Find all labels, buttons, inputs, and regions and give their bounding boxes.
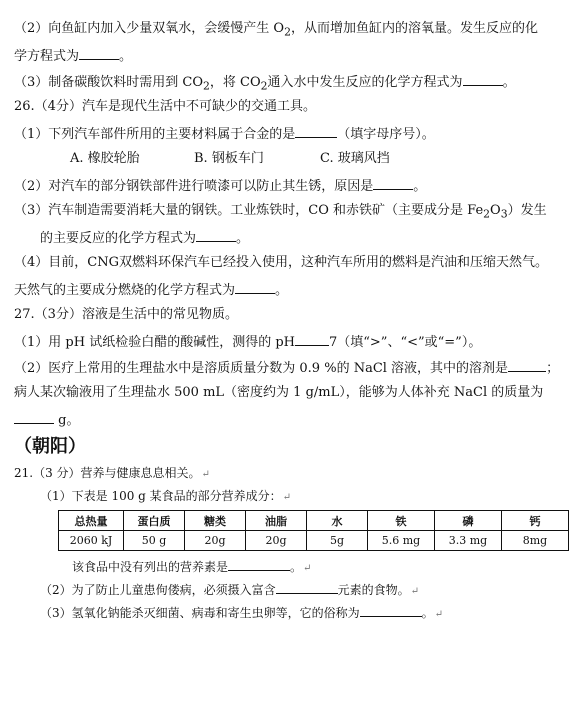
text: 学方程式为 — [14, 49, 80, 64]
text: （3）氢氧化钠能杀灭细菌、病毒和寄生虫卵等，它的俗称为 — [40, 606, 360, 620]
table-header-cell: 铁 — [368, 511, 435, 531]
text: （1）用 pH 试纸检验白醋的酸碱性，测得的 pH — [14, 335, 295, 350]
text: （1）下表是 100 g 某食品的部分营养成分： — [40, 489, 282, 503]
q26-1-option-a: A. 橡胶轮胎 — [70, 151, 140, 166]
table-header-cell: 总热量 — [59, 511, 124, 531]
text: 。 — [119, 49, 133, 64]
table-cell: 2060 kJ — [59, 531, 124, 551]
subscript: 2 — [284, 25, 291, 39]
answer-blank[interactable] — [295, 124, 337, 138]
section-heading: （朝阳） — [14, 436, 86, 457]
text: 7（填“>”、“<”或“=”）。 — [329, 335, 482, 350]
answer-blank[interactable] — [276, 580, 338, 594]
text: 。 — [421, 606, 434, 620]
q26-2-line — [14, 176, 426, 196]
text: 该食品中没有列出的营养素是 — [72, 560, 229, 574]
q26-1-option-c: C. 玻璃风挡 — [320, 151, 390, 166]
return-mark-icon: ↵ — [434, 609, 444, 620]
q21-1-missing-line — [72, 557, 311, 578]
table-header-cell: 糖类 — [185, 511, 246, 531]
table-cell: 20g — [246, 531, 307, 551]
return-mark-icon: ↵ — [303, 563, 312, 574]
answer-blank[interactable] — [295, 332, 329, 346]
text: （3）制备碳酸饮料时需用到 CO — [14, 75, 204, 90]
answer-blank[interactable] — [196, 228, 236, 242]
text: 。 — [502, 75, 516, 90]
table-cell: 50 g — [124, 531, 185, 551]
table-cell: 3.3 mg — [435, 531, 502, 551]
text: ，将 CO — [209, 75, 261, 90]
text: ； — [546, 361, 560, 376]
text: 天然气的主要成分燃烧的化学方程式为 — [14, 283, 236, 298]
text: 的主要反应的化学方程式为 — [40, 231, 197, 246]
table-row — [59, 531, 569, 551]
answer-blank[interactable] — [360, 603, 422, 617]
answer-blank[interactable] — [508, 358, 546, 372]
subscript: 3 — [500, 207, 508, 221]
text: 。 — [413, 179, 427, 194]
q26-3-line1 — [14, 202, 547, 224]
q26-1-option-b: B. 钢板车门 — [194, 151, 264, 166]
text: 21.（3 分）营养与健康息息相关。 — [14, 466, 201, 480]
text: （填字母序号）。 — [337, 127, 435, 142]
q25-2-line2 — [14, 46, 132, 66]
q27-1-line — [14, 332, 481, 352]
answer-blank[interactable] — [14, 410, 54, 424]
table-cell: 5.6 mg — [368, 531, 435, 551]
text: 通入水中发生反应的化学方程式为 — [267, 75, 463, 90]
q21-1-line — [40, 487, 291, 507]
answer-blank[interactable] — [463, 72, 503, 86]
table-header-cell: 水 — [307, 511, 368, 531]
text: O — [490, 203, 501, 218]
text: 元素的食物。 — [337, 583, 410, 597]
subscript: 2 — [203, 79, 210, 93]
text: （3）汽车制造需要消耗大量的钢铁。工业炼铁时，CO 和赤铁矿（主要成分是 Fe — [14, 203, 484, 218]
q25-3-line — [14, 72, 516, 96]
table-header-cell: 蛋白质 — [124, 511, 185, 531]
text: 。 — [290, 560, 303, 574]
table-header-cell: 油脂 — [246, 511, 307, 531]
answer-blank[interactable] — [79, 46, 119, 60]
text: （1）下列汽车部件所用的主要材料属于合金的是 — [14, 127, 296, 142]
q27-title: 27.（3分）溶液是生活中的常见物质。 — [14, 307, 238, 322]
table-header-cell: 钙 — [502, 511, 569, 531]
table-cell: 20g — [185, 531, 246, 551]
table-cell: 5g — [307, 531, 368, 551]
text: （2）医疗上常用的生理盐水中是溶质质量分数为 0.9 %的 NaCl 溶液，其中的溶剂是 — [14, 361, 509, 376]
text: 。 — [275, 283, 289, 298]
q21-title — [14, 464, 210, 484]
table-header-cell: 磷 — [435, 511, 502, 531]
q21-2-line — [40, 580, 419, 601]
q26-4-line2 — [14, 280, 288, 300]
text: ，从而增加鱼缸内的溶氧量。发生反应的化 — [290, 21, 538, 36]
q21-3-line — [40, 603, 443, 624]
table-cell: 8mg — [502, 531, 569, 551]
q26-1-line — [14, 124, 435, 144]
q27-2-line3 — [14, 410, 79, 430]
q25-2-line1 — [14, 20, 538, 42]
text: （2）为了防止儿童患佝偻病，必须摄入富含 — [40, 583, 276, 597]
return-mark-icon: ↵ — [282, 492, 292, 503]
text: （2）向鱼缸内加入少量双氧水，会缓慢产生 O — [14, 21, 285, 36]
answer-blank[interactable] — [235, 280, 275, 294]
return-mark-icon: ↵ — [201, 469, 210, 480]
text: 。 — [236, 231, 250, 246]
q26-3-line2 — [40, 228, 249, 248]
answer-blank[interactable] — [373, 176, 413, 190]
table-header-row — [59, 511, 569, 531]
subscript: 2 — [260, 79, 268, 93]
q27-2-line2: 病人某次输液用了生理盐水 500 mL（密度约为 1 g/mL），能够为人体补充 NaCl 的质量为 — [14, 385, 544, 400]
return-mark-icon: ↵ — [410, 586, 420, 597]
q26-title: 26.（4分）汽车是现代生活中不可缺少的交通工具。 — [14, 99, 316, 114]
text: g。 — [54, 413, 80, 428]
answer-blank[interactable] — [228, 557, 290, 571]
text: （2）对汽车的部分钢铁部件进行喷漆可以防止其生锈，原因是 — [14, 179, 374, 194]
text: ）发生 — [507, 203, 547, 218]
q27-2-line1 — [14, 358, 559, 378]
subscript: 2 — [483, 207, 491, 221]
q26-4-line1: （4）目前，CNG双燃料环保汽车已经投入使用，这种汽车所用的燃料是汽油和压缩天然气。 — [14, 255, 548, 270]
nutrition-table — [58, 510, 569, 551]
